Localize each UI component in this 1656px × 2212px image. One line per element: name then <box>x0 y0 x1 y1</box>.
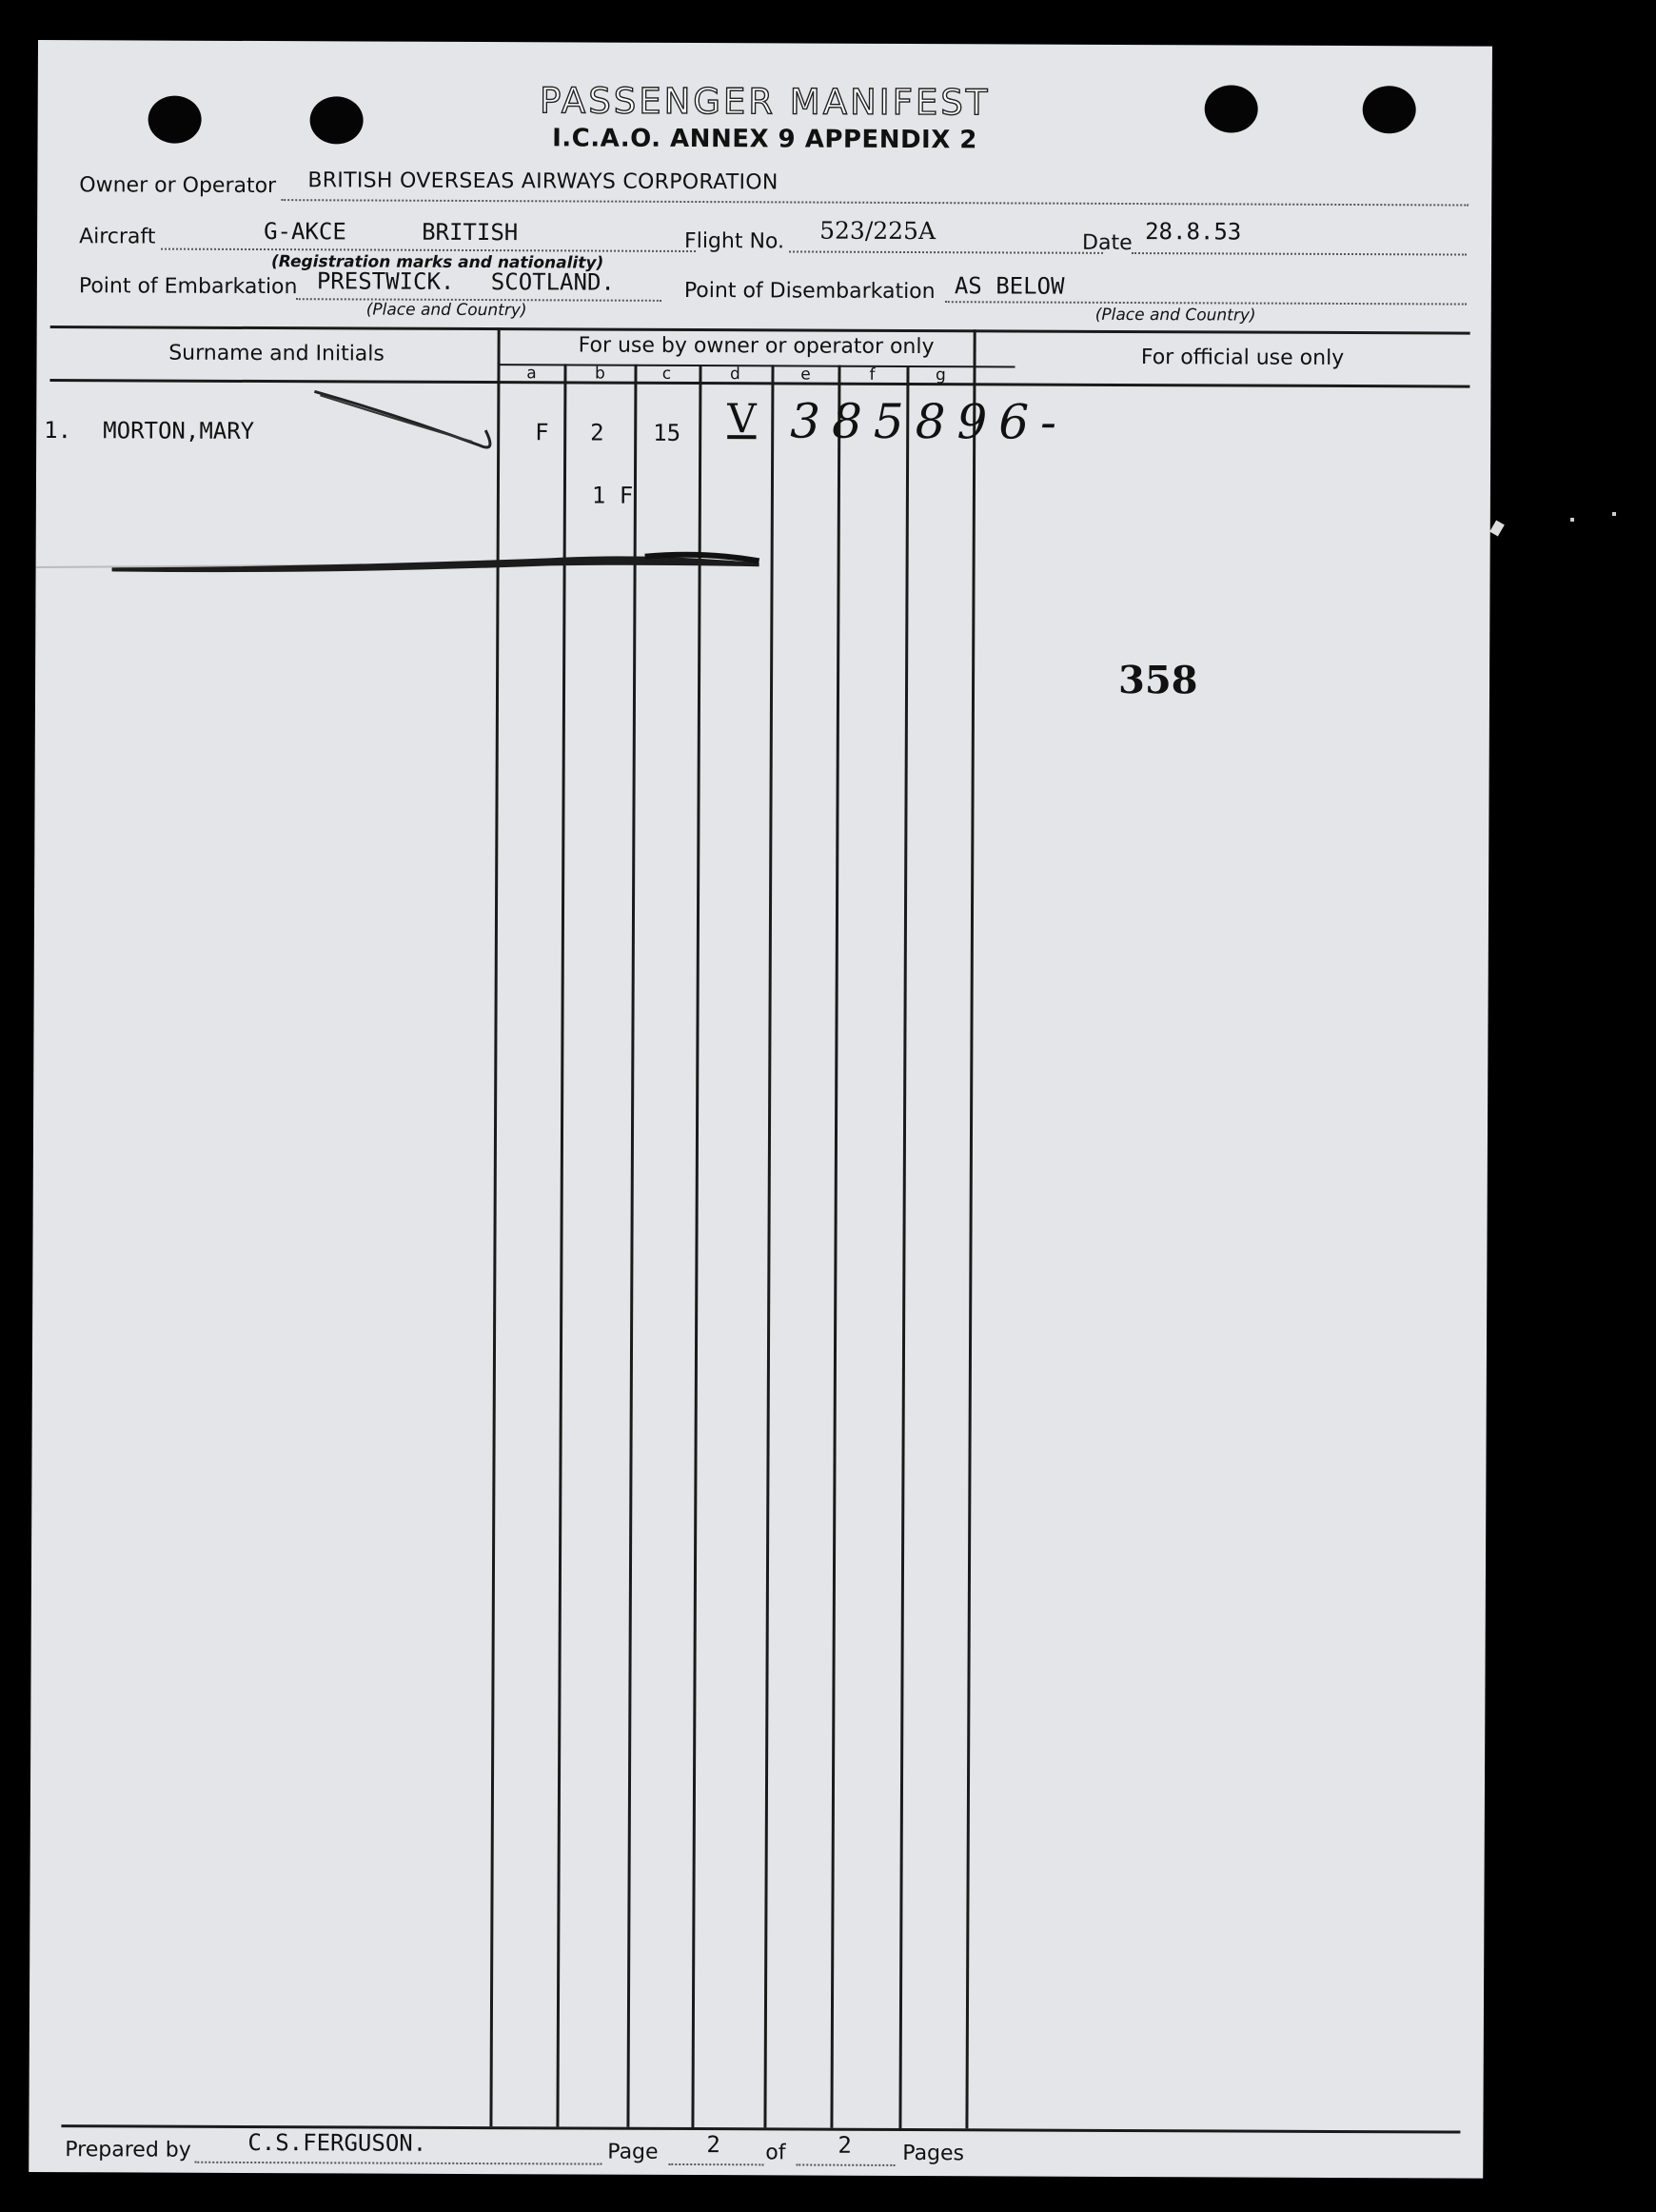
page-number: 2 <box>706 2131 720 2159</box>
prepared-by-label: Prepared by <box>65 2138 191 2163</box>
passenger-name: MORTON,MARY <box>103 417 255 444</box>
sub-col-f: f <box>869 365 876 385</box>
table-header-border <box>49 379 1469 388</box>
sub-col-b: b <box>595 364 605 384</box>
cell-b-second-line: 1 F <box>591 482 634 509</box>
pages-label: Pages <box>902 2141 965 2166</box>
stray-dot <box>1612 512 1616 516</box>
col-divider-d <box>763 365 774 2127</box>
col-header-operator: For use by owner or operator only <box>578 333 935 360</box>
col-header-name: Surname and Initials <box>168 341 384 366</box>
prepared-by-dotted-line <box>194 2162 601 2165</box>
pen-stroke-mark <box>310 384 501 461</box>
stray-mark <box>1489 520 1505 536</box>
col-divider-e <box>830 365 840 2128</box>
disembarkation-dotted-line <box>945 301 1467 305</box>
col-header-official: For official use only <box>1140 346 1345 370</box>
embarkation-label: Point of Embarkation <box>78 274 298 300</box>
official-annotation-number: 358 <box>1117 657 1198 703</box>
ink-smear-line <box>36 543 817 584</box>
col-divider-f <box>898 365 909 2128</box>
disembarkation-label: Point of Disembarkation <box>683 278 936 305</box>
date-label: Date <box>1082 230 1133 256</box>
sub-col-d: d <box>730 365 740 385</box>
col-divider-c <box>691 365 701 2127</box>
page-dotted-line <box>668 2163 763 2165</box>
aircraft-dotted-line <box>161 248 696 252</box>
aircraft-label: Aircraft <box>79 225 156 249</box>
embarkation-value: PRESTWICK. SCOTLAND. <box>316 267 615 296</box>
flight-dotted-line <box>789 250 1103 253</box>
page-title: PASSENGER MANIFEST <box>539 80 991 124</box>
cell-efg-handwritten: 385896- <box>790 393 1069 450</box>
sub-col-g: g <box>936 365 946 385</box>
page-label: Page <box>607 2140 659 2164</box>
date-value: 28.8.53 <box>1145 218 1242 246</box>
col-divider-a <box>556 364 566 2126</box>
cell-a: F <box>535 419 549 446</box>
cell-d-check: V <box>727 395 757 443</box>
col-divider-name <box>489 327 500 2126</box>
owner-value: BRITISH OVERSEAS AIRWAYS CORPORATION <box>307 168 779 195</box>
owner-dotted-line <box>281 199 1469 206</box>
of-label: of <box>765 2141 786 2165</box>
manifest-sheet <box>29 40 1492 2179</box>
disembarkation-note: (Place and Country) <box>1094 305 1256 326</box>
aircraft-note: (Registration marks and nationality) <box>270 252 604 273</box>
table-top-border <box>50 326 1470 335</box>
date-dotted-line <box>1132 252 1467 256</box>
col-divider-b <box>626 365 637 2127</box>
owner-label: Owner or Operator <box>79 173 277 199</box>
page-subtitle: I.C.A.O. ANNEX 9 APPENDIX 2 <box>552 124 978 155</box>
prepared-by-value: C.S.FERGUSON. <box>247 2128 427 2157</box>
embarkation-note: (Place and Country) <box>365 300 527 321</box>
aircraft-registration: G-AKCE <box>264 218 346 246</box>
cell-c: 15 <box>653 419 681 446</box>
aircraft-nationality: BRITISH <box>422 218 519 247</box>
of-dotted-line <box>796 2163 895 2165</box>
flight-label: Flight No. <box>684 228 785 254</box>
flight-number: 523/225A <box>819 216 936 246</box>
stray-dot <box>1570 518 1574 522</box>
page-total: 2 <box>838 2131 852 2159</box>
sub-col-e: e <box>800 365 811 385</box>
row-number: 1. <box>44 417 72 444</box>
sub-col-a: a <box>526 364 537 384</box>
disembarkation-value: AS BELOW <box>954 272 1065 300</box>
col-divider-official <box>965 329 976 2128</box>
sub-col-c: c <box>661 364 672 384</box>
cell-b: 2 <box>590 419 604 446</box>
